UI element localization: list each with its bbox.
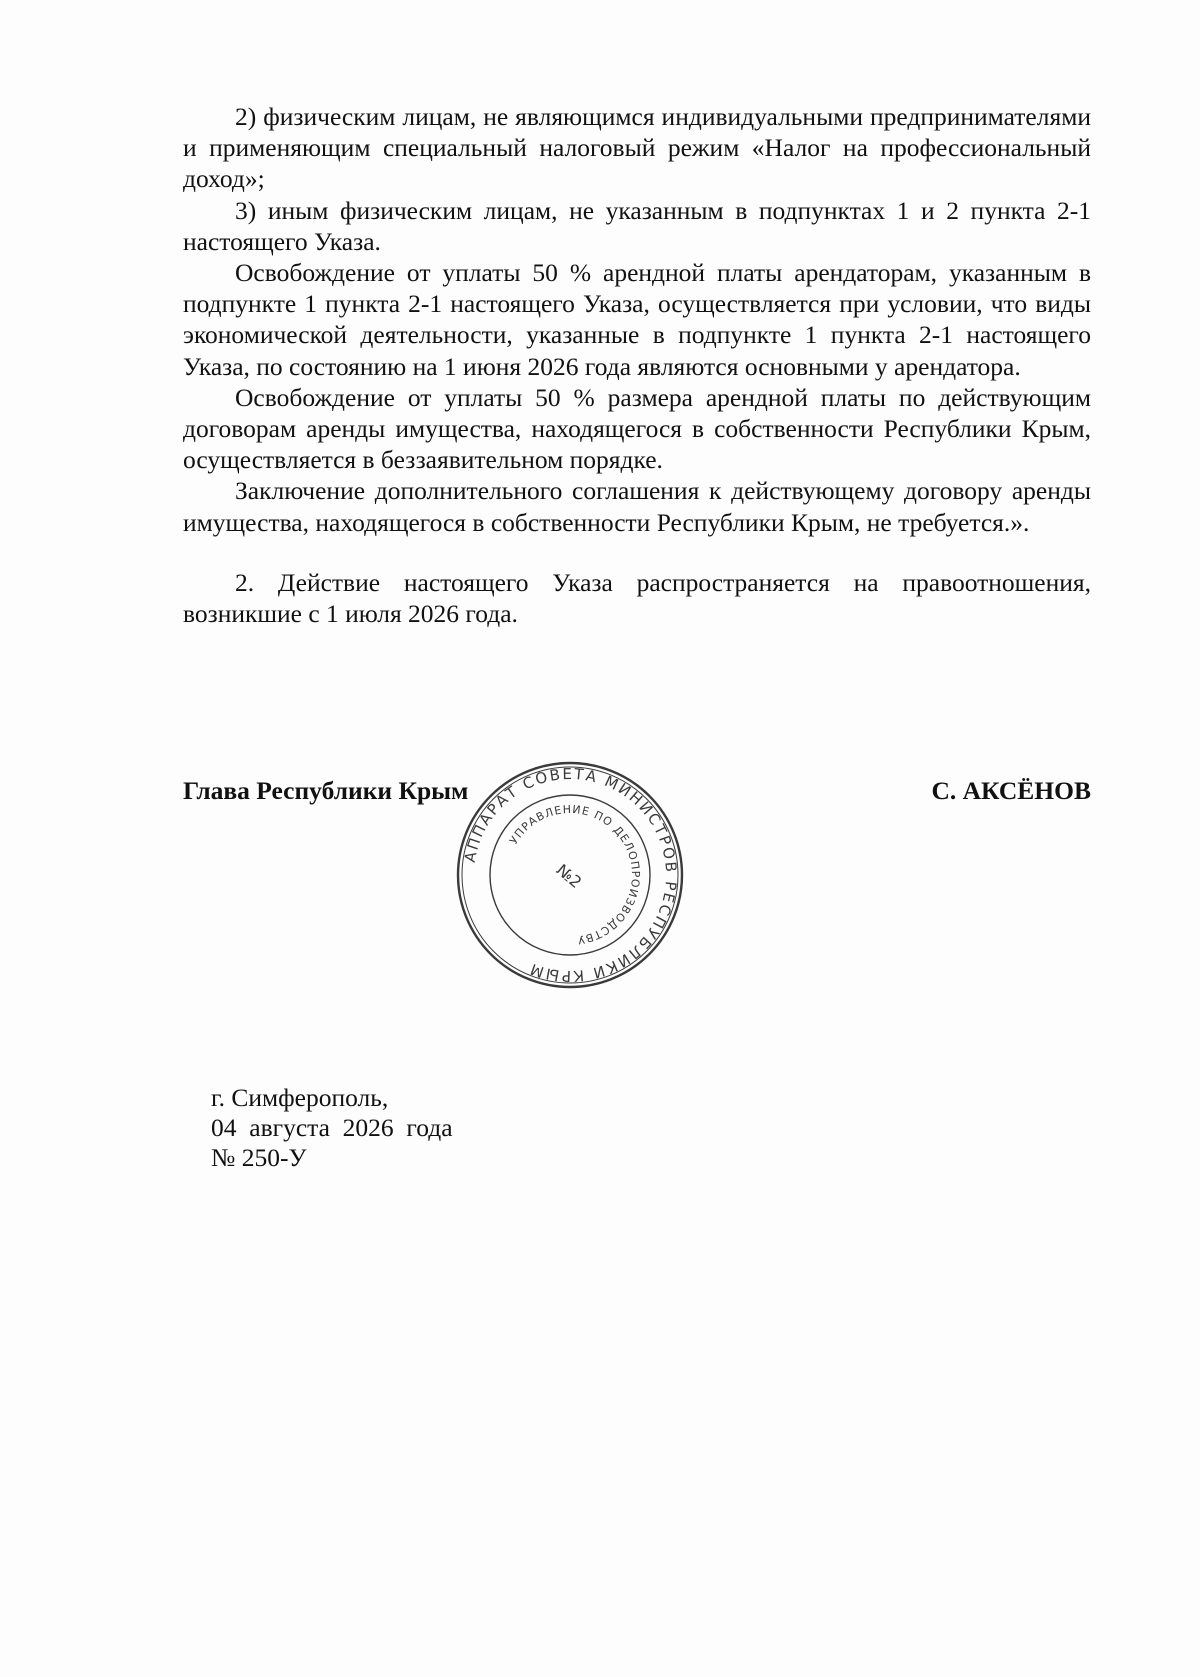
place-date-block [211, 1083, 453, 1173]
paragraph-exemption-condition: Освобождение от уплаты 50 % арендной платы арендаторам, указанным в подпункте 1 пункта 2-1 настоящего Указа, осуществляется при условии, что виды экономической деятельности, указанные в подпункте 1 пункта 2-1 настоящего Указа, по состоянию на 1 июня 2026 года являются основными у арендатора. [183, 258, 1091, 381]
seal-number: №2 [552, 860, 586, 893]
paragraph-exemption-procedure: Освобождение от уплаты 50 % размера арендной платы по действующим договорам аренды имущества, находящегося в собственности Республики Крым, осуществляется в беззаявительном порядке. [183, 382, 1091, 475]
seal-inner-text: УПРАВЛЕНИЕ ПО ДЕЛОПРОИЗВОДСТВУ [507, 802, 643, 947]
paragraph-subitem-3: 3) иным физическим лицам, не указанным в подпунктах 1 и 2 пункта 2-1 настоящего Указа. [183, 195, 1091, 256]
official-seal [446, 760, 694, 990]
city: г. Симферополь, [211, 1083, 389, 1112]
signatory-name: С. АКСЁНОВ [931, 776, 1091, 805]
seal-outer-text: АППАРАТ СОВЕТА МИНИСТРОВ РЕСПУБЛИКИ КРЫМ [460, 764, 681, 986]
seal-stamp [446, 760, 694, 990]
paragraph-subitem-2: 2) физическим лицам, не являющимся индивидуальными предпринимателями и применяющим специальный налоговый режим «Налог на профессиональный доход»; [183, 102, 1091, 194]
paragraph-no-agreement-required: Заключение дополнительного соглашения к действующему договору аренды имущества, находящегося в собственности Республики Крым, не требуется.». [183, 476, 1091, 537]
decree-body [183, 101, 1091, 629]
decree-date: 04 августа 2026 года [211, 1113, 453, 1142]
signatory-position: Глава Республики Крым [183, 776, 469, 805]
decree-number: № 250-У [211, 1143, 307, 1172]
paragraph-effective-date: 2. Действие настоящего Указа распространяется на правоотношения, возникшие с 1 июля 2026 года. [183, 567, 1091, 629]
